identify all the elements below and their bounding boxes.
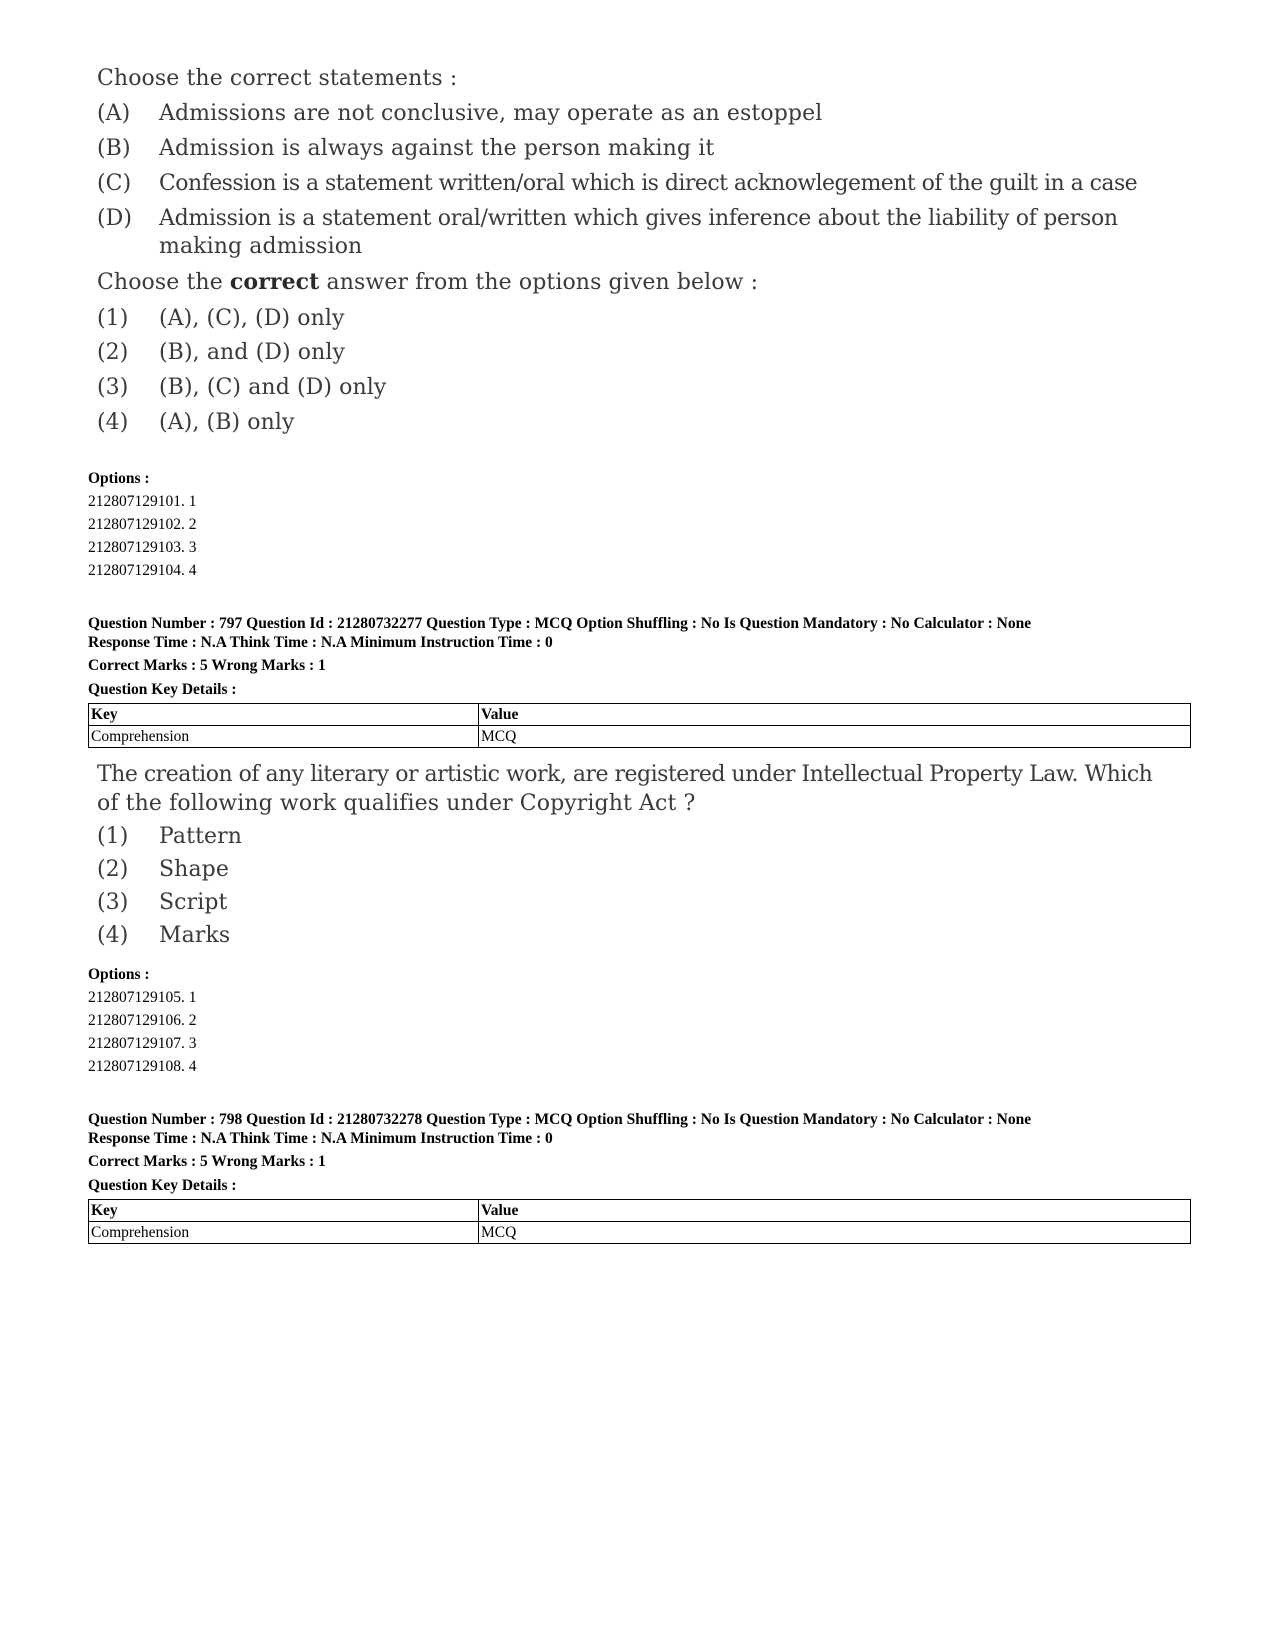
option-item: 212807129105. 1 xyxy=(88,989,197,1006)
table-cell-value: MCQ xyxy=(479,1222,1191,1244)
table-header-row xyxy=(89,704,1191,726)
options-heading: Options : xyxy=(88,470,150,487)
question-798-marks: Correct Marks : 5 Wrong Marks : 1 xyxy=(88,1153,326,1170)
answer-text: Script xyxy=(159,890,228,915)
answer-text: (B), and (D) only xyxy=(159,340,346,365)
statement-label: (A) xyxy=(97,101,131,126)
table-cell-key: Comprehension xyxy=(89,726,479,748)
statement-text: Admission is always against the person making it xyxy=(159,136,715,161)
question-798-timing: Response Time : N.A Think Time : N.A Minimum Instruction Time : 0 xyxy=(88,1130,553,1147)
answer-label: (3) xyxy=(97,890,129,915)
answer-label: (3) xyxy=(97,375,129,400)
question-797-key-heading: Question Key Details : xyxy=(88,681,237,698)
table-header-value: Value xyxy=(479,1200,1191,1222)
question-797-key-table xyxy=(88,703,1191,748)
option-item: 212807129108. 4 xyxy=(88,1058,197,1075)
answer-label: (2) xyxy=(97,857,129,882)
question-text-line: The creation of any literary or artistic work, are registered under Intellectual Property Law. Which xyxy=(97,762,1153,787)
question-text-line: of the following work qualifies under Copyright Act ? xyxy=(97,791,696,816)
question-796-image xyxy=(97,66,1197,446)
instruction-suffix: answer from the options given below : xyxy=(319,270,759,295)
question-797-image xyxy=(97,762,1197,952)
question-prompt: Choose the correct statements : xyxy=(97,66,458,91)
answer-text: Marks xyxy=(159,923,231,948)
question-798-key-heading: Question Key Details : xyxy=(88,1177,237,1194)
question-798-header: Question Number : 798 Question Id : 21280732278 Question Type : MCQ Option Shuffling : No Is Question Mandatory : No Calculator : None xyxy=(88,1111,1032,1128)
table-row xyxy=(89,1222,1191,1244)
table-cell-value: MCQ xyxy=(479,726,1191,748)
answer-label: (1) xyxy=(97,306,129,331)
answer-text: (A), (B) only xyxy=(159,410,295,435)
table-cell-key: Comprehension xyxy=(89,1222,479,1244)
answer-label: (1) xyxy=(97,824,129,849)
table-header-key: Key xyxy=(89,704,479,726)
answer-text: (A), (C), (D) only xyxy=(159,306,345,331)
answer-label: (4) xyxy=(97,410,129,435)
answer-text: (B), (C) and (D) only xyxy=(159,375,387,400)
instruction-emphasis: correct xyxy=(229,269,320,295)
answer-text: Pattern xyxy=(159,824,243,849)
question-798-key-table xyxy=(88,1199,1191,1244)
statement-label: (B) xyxy=(97,136,131,161)
statement-label: (D) xyxy=(97,206,133,231)
option-item: 212807129101. 1 xyxy=(88,493,197,510)
options-heading: Options : xyxy=(88,966,150,983)
answer-text: Shape xyxy=(159,857,229,882)
question-797-header: Question Number : 797 Question Id : 21280732277 Question Type : MCQ Option Shuffling : No Is Question Mandatory : No Calculator : None xyxy=(88,615,1032,632)
statement-label: (C) xyxy=(97,171,132,196)
option-item: 212807129104. 4 xyxy=(88,562,197,579)
statement-text: making admission xyxy=(159,234,363,259)
choose-instruction xyxy=(97,269,758,295)
table-header-row xyxy=(89,1200,1191,1222)
answer-label: (2) xyxy=(97,340,129,365)
question-797-timing: Response Time : N.A Think Time : N.A Minimum Instruction Time : 0 xyxy=(88,634,553,651)
statement-text: Admissions are not conclusive, may operate as an estoppel xyxy=(159,101,823,126)
table-header-value: Value xyxy=(479,704,1191,726)
question-797-marks: Correct Marks : 5 Wrong Marks : 1 xyxy=(88,657,326,674)
instruction-prefix: Choose the xyxy=(97,270,230,295)
table-header-key: Key xyxy=(89,1200,479,1222)
answer-label: (4) xyxy=(97,923,129,948)
statement-text: Confession is a statement written/oral which is direct acknowlegement of the guilt in a case xyxy=(159,171,1138,196)
option-item: 212807129107. 3 xyxy=(88,1035,197,1052)
option-item: 212807129102. 2 xyxy=(88,516,197,533)
table-row xyxy=(89,726,1191,748)
option-item: 212807129103. 3 xyxy=(88,539,197,556)
statement-text: Admission is a statement oral/written which gives inference about the liability of person xyxy=(159,206,1118,231)
option-item: 212807129106. 2 xyxy=(88,1012,197,1029)
